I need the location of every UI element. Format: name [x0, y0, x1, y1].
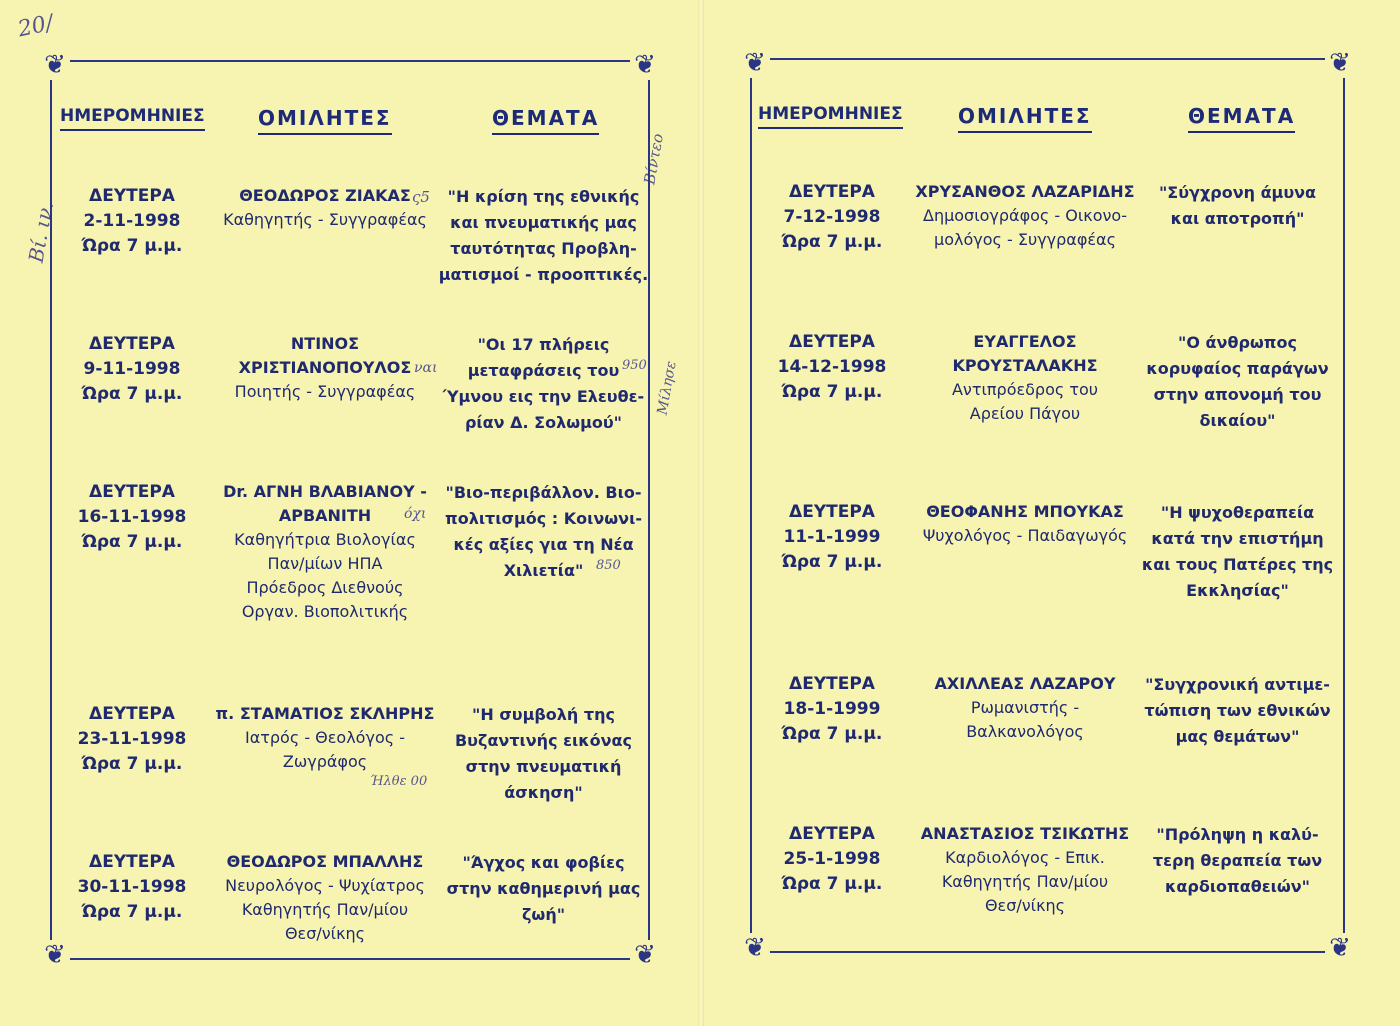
header-topics: ΘΕΜΑΤΑ	[492, 106, 599, 135]
ornament-icon: ❦	[740, 48, 770, 78]
event-date: ΔΕΥΤΕΡΑ 2-11-1998 Ώρα 7 μ.μ.	[81, 186, 183, 256]
handwritten-note-row3-topic: 850	[596, 558, 621, 573]
event-speaker: ΘΕΟΦΑΝΗΣ ΜΠΟΥΚΑΣ Ψυχολόγος - Παιδαγωγός	[922, 502, 1128, 545]
event-speaker: ΘΕΟΔΩΡΟΣ ΖΙΑΚΑΣ Καθηγητής - Συγγραφέας	[223, 186, 427, 229]
event-topic: "Συγχρονική αντιμε- τώπιση των εθνικών μας θεμάτων"	[1144, 675, 1331, 746]
event-speaker: ΧΡΥΣΑΝΘΟΣ ΛΑΖΑΡΙΔΗΣ Δημοσιογράφος - Οικονο- μολόγος - Συγγραφέας	[915, 182, 1135, 249]
handwritten-corner-mark: 20/	[15, 10, 56, 43]
event-date: ΔΕΥΤΕΡΑ 30-11-1998 Ώρα 7 μ.μ.	[77, 852, 187, 922]
ornament-icon: ❦	[1325, 933, 1355, 963]
ornament-icon: ❦	[40, 50, 70, 80]
ornament-icon: ❦	[1325, 48, 1355, 78]
event-speaker: ΑΝΑΣΤΑΣΙΟΣ ΤΣΙΚΩΤΗΣ Καρδιολόγος - Επικ. Καθηγητής Παν/μίου Θεσ/νίκης	[920, 824, 1130, 915]
event-speaker: π. ΣΤΑΜΑΤΙΟΣ ΣΚΛΗΡΗΣ Ιατρός - Θεολόγος - Ζωγράφος	[215, 704, 435, 771]
handwritten-side-note: Βί. ιν.	[23, 199, 58, 265]
header-dates: ΗΜΕΡΟΜΗΝΙΕΣ	[60, 106, 205, 131]
event-speaker: Dr. ΑΓΝΗ ΒΛΑΒΙΑΝΟΥ - ΑΡΒΑΝΙΤΗ Καθηγήτρια Βιολογίας Παν/μίων ΗΠΑ Πρόεδρος Διεθνούς Οργαν. Βιοπολιτικής	[223, 482, 427, 621]
ornament-icon: ❦	[630, 50, 660, 80]
ornament-icon: ❦	[40, 940, 70, 970]
event-speaker: ΝΤΙΝΟΣ ΧΡΙΣΤΙΑΝΟΠΟΥΛΟΣ Ποιητής - Συγγραφέας	[234, 334, 416, 401]
event-date: ΔΕΥΤΕΡΑ 7-12-1998 Ώρα 7 μ.μ.	[781, 182, 883, 252]
event-date: ΔΕΥΤΕΡΑ 11-1-1999 Ώρα 7 μ.μ.	[781, 502, 883, 572]
handwritten-note-row2-side: Μίλησε	[654, 359, 680, 417]
ornament-icon: ❦	[630, 940, 660, 970]
header-speakers: ΟΜΙΛΗΤΕΣ	[958, 104, 1092, 133]
header-topics: ΘΕΜΑΤΑ	[1188, 104, 1295, 133]
event-speaker: ΑΧΙΛΛΕΑΣ ΛΑΖΑΡΟΥ Ρωμανιστής - Βαλκανολόγος	[934, 674, 1116, 741]
event-date: ΔΕΥΤΕΡΑ 25-1-1998 Ώρα 7 μ.μ.	[781, 824, 883, 894]
header-dates: ΗΜΕΡΟΜΗΝΙΕΣ	[758, 104, 903, 129]
handwritten-note-row3-speaker: όχι	[404, 506, 427, 522]
handwritten-note-row1-topic: Βίντεο	[640, 132, 668, 186]
handwritten-note-row2-topic: 950	[622, 358, 647, 373]
event-date: ΔΕΥΤΕΡΑ 9-11-1998 Ώρα 7 μ.μ.	[81, 334, 183, 404]
event-topic: "Άγχος και φοβίες στην καθημερινή μας ζωή"	[446, 853, 641, 924]
handwritten-note-row1-speaker: ς5	[412, 188, 430, 206]
event-speaker: ΕΥΑΓΓΕΛΟΣ ΚΡΟΥΣΤΑΛΑΚΗΣ Αντιπρόεδρος του Αρείου Πάγου	[951, 332, 1099, 423]
event-date: ΔΕΥΤΕΡΑ 23-11-1998 Ώρα 7 μ.μ.	[77, 704, 187, 774]
event-topic: "Οι 17 πλήρεις μεταφράσεις του Ύμνου εις την Ελευθε- ρίαν Δ. Σολωμού"	[442, 335, 645, 432]
event-date: ΔΕΥΤΕΡΑ 14-12-1998 Ώρα 7 μ.μ.	[777, 332, 887, 402]
event-topic: "Βιο-περιβάλλον. Βιο- πολιτισμός : Κοινωνι- κές αξίες για τη Νέα Χιλιετία"	[445, 483, 642, 580]
header-speakers: ΟΜΙΛΗΤΕΣ	[258, 106, 392, 135]
event-topic: "Σύγχρονη άμυνα και αποτροπή"	[1158, 183, 1317, 228]
event-date: ΔΕΥΤΕΡΑ 18-1-1999 Ώρα 7 μ.μ.	[781, 674, 883, 744]
event-topic: "Η συμβολή της Βυζαντινής εικόνας στην πνευματική άσκηση"	[454, 705, 632, 802]
handwritten-note-row2-speaker: ναι	[414, 360, 438, 376]
right-schedule-panel	[744, 48, 1351, 963]
page-fold	[698, 0, 704, 1026]
event-date: ΔΕΥΤΕΡΑ 16-11-1998 Ώρα 7 μ.μ.	[77, 482, 187, 552]
ornament-icon: ❦	[740, 933, 770, 963]
handwritten-note-row4-speaker: Ήλθε 00	[370, 774, 428, 789]
event-topic: "Ο άνθρωπος κορυφαίος παράγων στην απονομή του δικαίου"	[1146, 333, 1329, 430]
event-topic: "Η κρίση της εθνικής και πνευματικής μας ταυτότητας Προβλη- ματισμοί - προοπτικές.	[438, 187, 649, 284]
event-topic: "Πρόληψη η καλύ- τερη θεραπεία των καρδιοπαθειών"	[1152, 825, 1323, 896]
event-speaker: ΘΕΟΔΩΡΟΣ ΜΠΑΛΛΗΣ Νευρολόγος - Ψυχίατρος Καθηγητής Παν/μίου Θεσ/νίκης	[225, 852, 425, 943]
event-topic: "Η ψυχοθεραπεία κατά την επιστήμη και τους Πατέρες της Εκκλησίας"	[1141, 503, 1334, 600]
